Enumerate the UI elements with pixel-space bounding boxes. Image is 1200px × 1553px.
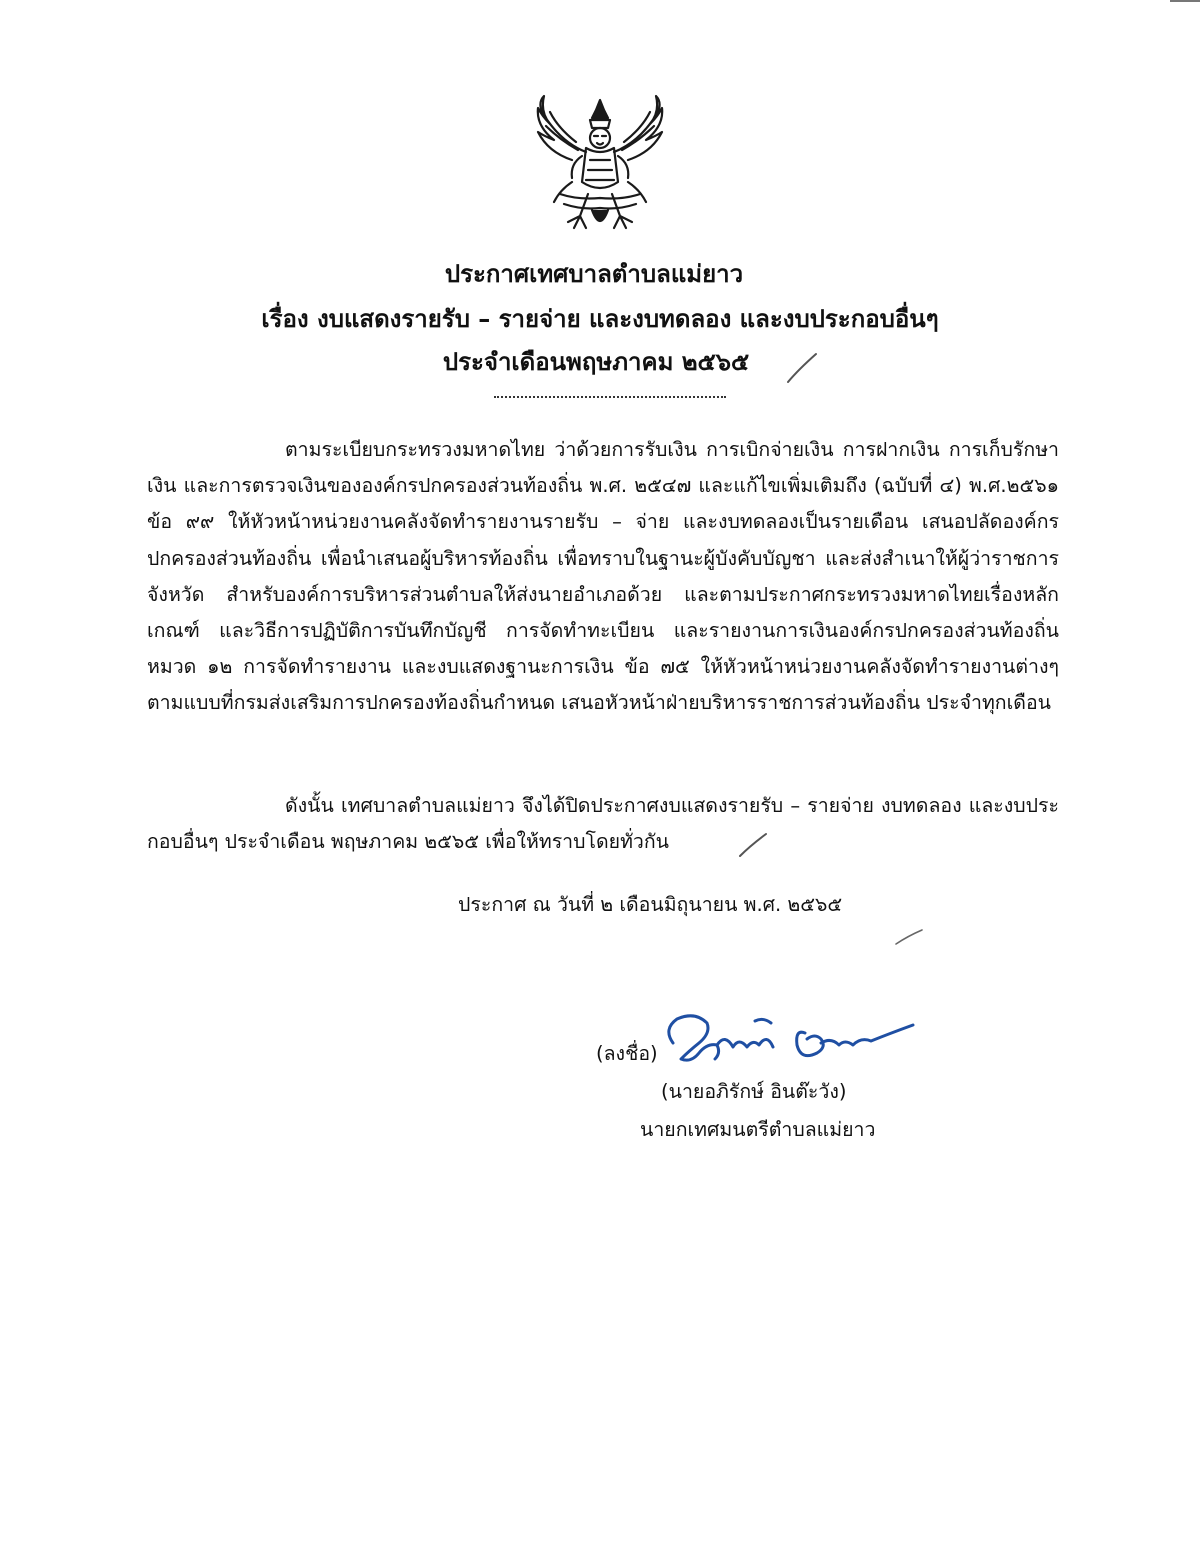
garuda-emblem-icon bbox=[520, 82, 680, 242]
announcement-period: ประจำเดือนพฤษภาคม ๒๕๖๕ bbox=[442, 348, 750, 376]
check-tick-icon bbox=[784, 350, 820, 386]
body-paragraph-2: ดังนั้น เทศบาลตำบลแม่ยาว จึงได้ปิดประกาศงบแสดงรายรับ – รายจ่าย งบทดลอง และงบประกอบอื่นๆ ประจำเดือน พฤษภาคม ๒๕๖๕ เพื่อให้ทราบโดยทั่วกัน bbox=[147, 794, 1059, 854]
check-tick-icon bbox=[736, 830, 770, 860]
signatory-position: นายกเทศมนตรีตำบลแม่ยาว bbox=[640, 1118, 876, 1141]
announcement-title: ประกาศเทศบาลตำบลแม่ยาว bbox=[444, 260, 744, 288]
sign-label: (ลงชื่อ) bbox=[596, 1042, 658, 1065]
announcement-subject: เรื่อง งบแสดงรายรับ – รายจ่าย และงบทดลอง และงบประกอบอื่นๆ bbox=[261, 305, 939, 333]
handwritten-signature bbox=[655, 1003, 920, 1071]
announcement-date: ประกาศ ณ วันที่ ๒ เดือนมิถุนายน พ.ศ. ๒๕๖๕ bbox=[458, 893, 843, 916]
body-paragraph-1: ตามระเบียบกระทรวงมหาดไทย ว่าด้วยการรับเงิน การเบิกจ่ายเงิน การฝากเงิน การเก็บรักษาเงิน และการตรวจเงินขององค์กรปกครองส่วนท้องถิ่น พ.ศ. ๒๕๔๗ และแก้ไขเพิ่มเติมถึง (ฉบับที่ ๔) พ.ศ.๒๕๖๑ ข้อ ๙๙ ให้หัวหน้าหน่วยงานคลังจัดทำรายงานรายรับ – จ่าย และงบทดลองเป็นรายเดือน เสนอปลัดองค์กรปกครองส่วนท้องถิ่น เพื่อนำเสนอผู้บริหารท้องถิ่น เพื่อทราบในฐานะผู้บังคับบัญชา และส่งสำเนาให้ผู้ว่าราชการจังหวัด สำหรับองค์การบริหารส่วนตำบลให้ส่งนายอำเภอด้วย และตามประกาศกระทรวงมหาดไทยเรื่องหลักเกณฑ์ และวิธีการปฏิบัติการบันทึกบัญชี การจัดทำทะเบียน และรายงานการเงินองค์กรปกครองส่วนท้องถิ่น หมวด ๑๒ การจัดทำรายงาน และงบแสดงฐานะการเงิน ข้อ ๗๕ ให้หัวหน้าหน่วยงานคลังจัดทำรายงานต่างๆ ตามแบบที่กรมส่งเสริมการปกครองท้องถิ่นกำหนด เสนอหัวหน้าฝ่ายบริหารราชการส่วนท้องถิ่น ประจำทุกเดือน bbox=[147, 438, 1059, 715]
signatory-name: (นายอภิรักษ์ อินต๊ะวัง) bbox=[661, 1080, 847, 1103]
scan-edge bbox=[1170, 0, 1200, 20]
dotted-divider bbox=[494, 386, 726, 398]
check-tick-icon bbox=[892, 926, 926, 948]
